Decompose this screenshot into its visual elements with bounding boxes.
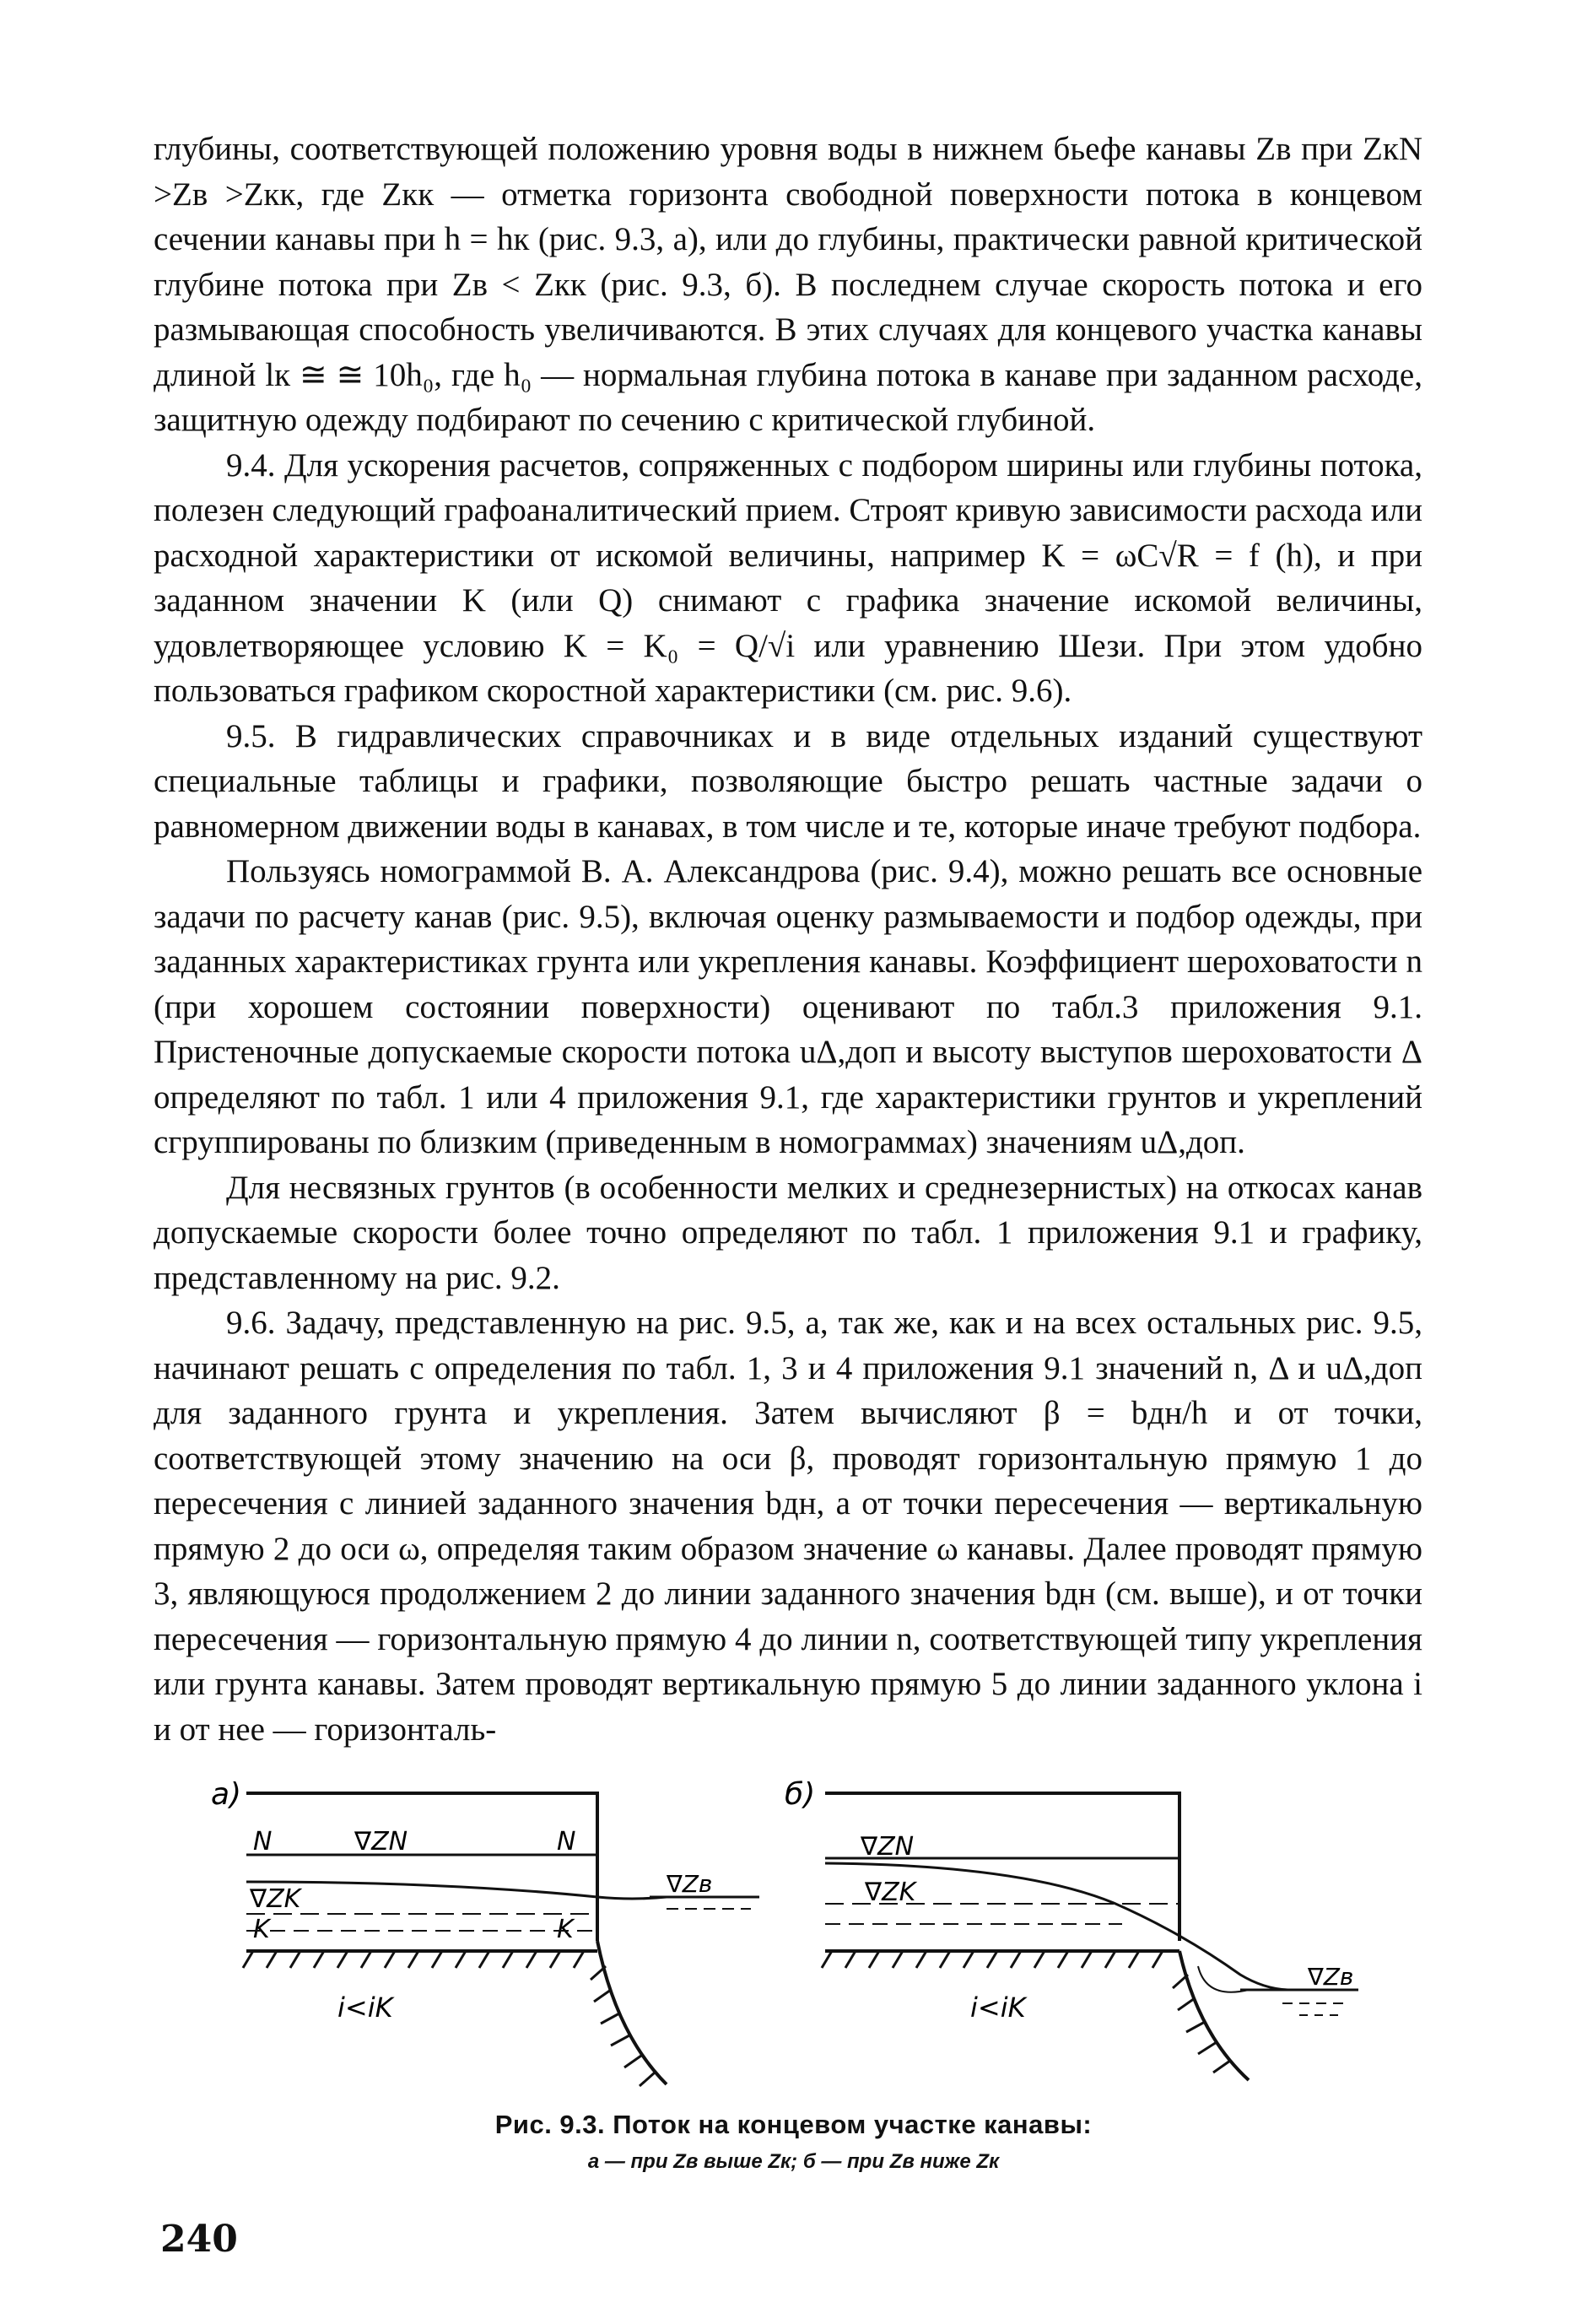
figure-caption-legend: а — при Zв выше Zк; б — при Zв ниже Zк — [587, 2150, 1000, 2173]
label-n-left: N — [253, 1827, 273, 1856]
label-zk-b: ∇ZK — [865, 1878, 916, 1907]
slope-drop-b — [1179, 1951, 1249, 2080]
free-surface-curve — [246, 1882, 667, 1899]
label-zk-a: ∇ZK — [250, 1884, 301, 1914]
label-n-right: N — [557, 1827, 576, 1856]
slope-label-a: i<iK — [337, 1992, 393, 2024]
figure-b — [785, 1777, 1358, 2080]
label-k-right: K — [557, 1915, 574, 1944]
figure-9-3 — [194, 1764, 1409, 2110]
paragraph-9-5: 9.5. В гидравлических справочниках и в виде отдельных изданий существуют специальные таблицы и графики, позволяющие быстро решать частные задачи о равномерном движении воды в канавах, в том числе и те, которые иначе требуют подбора. — [154, 717, 1422, 845]
label-zb-a: ∇Zв — [667, 1870, 713, 1898]
bed-hatching-b — [822, 1951, 1163, 1968]
paragraph-noncohesive: Для несвязных грунтов (в особенности мелких и среднезернистых) на откосах канав допускаемые скорости более точно определяют по табл. 1 приложения 9.1 и графику, представленному на рис. 9.2. — [154, 1169, 1422, 1296]
paragraph-9-6: 9.6. Задачу, представленную на рис. 9.5, а, так же, как и на всех остальных рис. 9.5, начинают решать с определения по табл. 1, 3 и 4 приложения 9.1 значений n, Δ и uΔ,доп для заданного грунта и укрепления. Затем вычисляют β = bдн/h и от точки, соответствующей этому значению на оси β, проводят горизонтальную прямую 1 до пересечения с линией заданного значения bдн, а от точки пересечения — вертикальную прямую 2 до оси ω, определяя таким образом значение ω канавы. Далее проводят прямую 3, являющуюся продолжением 2 до линии заданного значения bдн (см. выше), и от точки пересечения — горизонтальную прямую 4 до линии n, соответствующей типу укрепления или грунта канавы. Затем проводят вертикальную прямую 5 до линии заданного уклона i и от нее — горизонталь- — [154, 1305, 1422, 1748]
slope-hatching-a — [591, 1966, 655, 2086]
figure-caption: Рис. 9.3. Поток на концевом участке канавы: — [494, 2110, 1093, 2139]
figure-a — [211, 1777, 759, 2086]
label-k-left: K — [253, 1915, 270, 1944]
label-zn: ∇ZN — [354, 1827, 408, 1856]
bed-hatching-a — [243, 1951, 584, 1968]
paragraph-continuation: глубины, соответствующей положению уровня воды в нижнем бьефе канавы Zв при ZкN >Zв >Zкк, где Zкк — отметка горизонта свободной поверхности потока в концевом сечении канавы при h = hк (рис. 9.3, а), или до глубины, практически равной критической глубине потока при Zв < Zкк (рис. 9.3, б). В последнем случае скорость потока и его размывающая способность увеличиваются. В этих случаях для концевого участка канавы длиной lк ≅ ≅ 10h₀, где h₀ — нормальная глубина потока в канаве при заданном расходе, защитную одежду подбирают по сечению с критической глубиной. — [154, 131, 1422, 438]
page-number: 240 — [160, 2218, 238, 2261]
figure-a-label: а) — [211, 1777, 242, 1812]
slope-hatching-b — [1173, 1975, 1230, 2073]
plunge-jet-b — [1198, 1966, 1249, 1992]
label-zn-b: ∇ZN — [861, 1832, 915, 1862]
body-text — [154, 127, 1422, 1752]
slope-label-b: i<iK — [970, 1992, 1026, 2024]
figure-b-label: б) — [785, 1777, 816, 1812]
paragraph-nomogram: Пользуясь номограммой В. А. Александрова (рис. 9.4), можно решать все основные задачи по расчету канав (рис. 9.5), включая оценку размываемости и подбор одежды, при заданных характеристиках грунта или укрепления канавы. Коэффициент шероховатости n (при хорошем состоянии поверхности) оценивают по табл.3 приложения 9.1. Пристеночные допускаемые скорости потока uΔ,доп и высоту выступов шероховатости Δ определяют по табл. 1 или 4 приложения 9.1, где характеристики грунтов и укреплений сгруппированы по близким (приведенным в номограммах) значениям uΔ,доп. — [154, 853, 1422, 1160]
label-zb-b: ∇Zв — [1308, 1963, 1354, 1991]
paragraph-9-4: 9.4. Для ускорения расчетов, сопряженных с подбором ширины или глубины потока, полезен следующий графоаналитический прием. Строят кривую зависимости расхода или расходной характеристики от искомой величины, например K = ωC√R = f (h), и при заданном значении K (или Q) снимают с графика значение искомой величины, удовлетворяющее условию K = K₀ = Q/√i или уравнению Шези. При этом удобно пользоваться графиком скоростной характеристики (см. рис. 9.6). — [154, 446, 1422, 709]
